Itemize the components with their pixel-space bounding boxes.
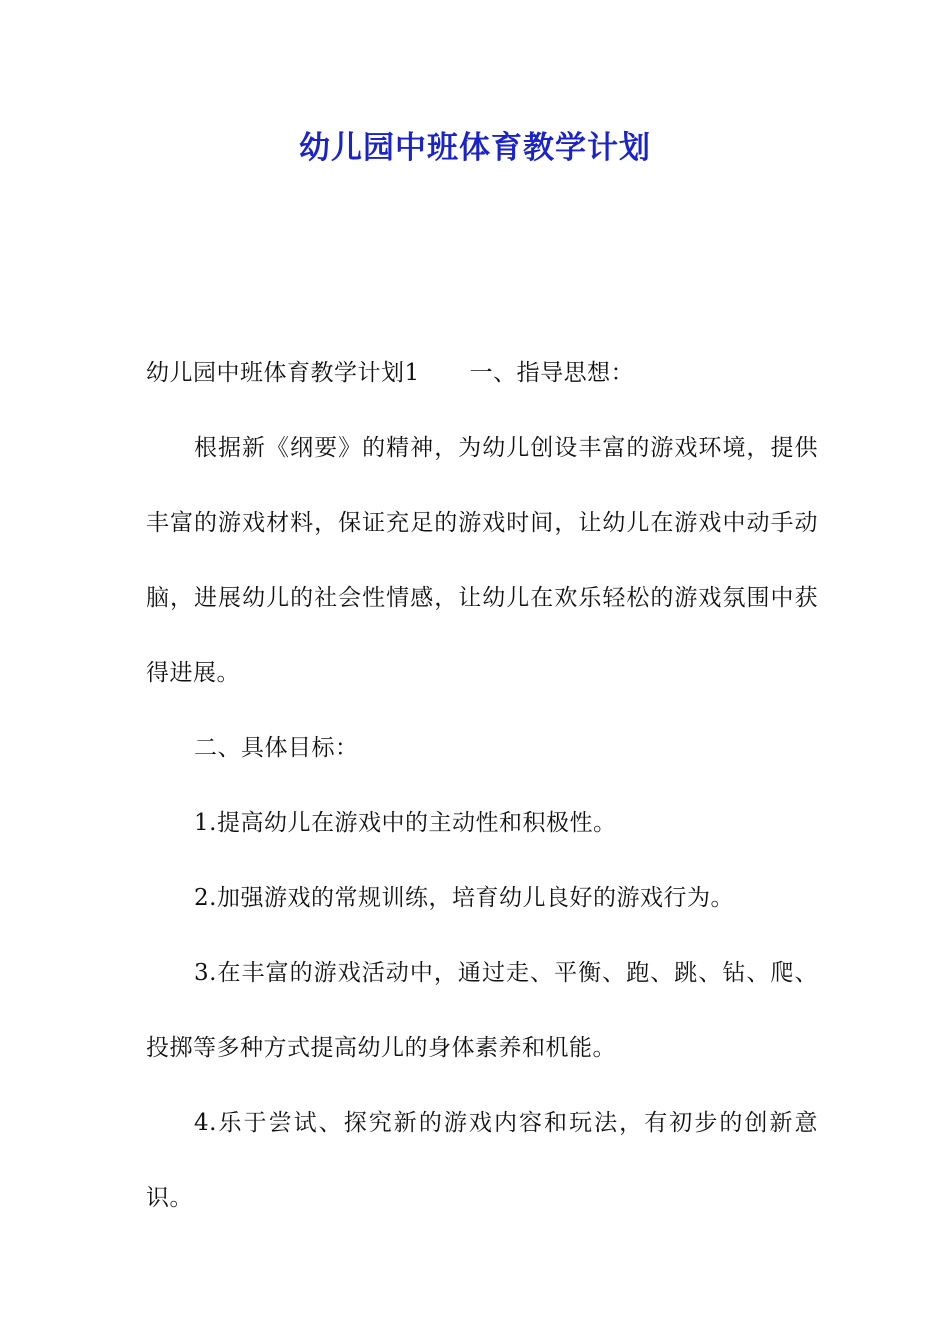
section-heading-1: 一、指导思想：	[469, 360, 635, 386]
goal-item-1: 1.提高幼儿在游戏中的主动性和积极性。	[194, 810, 617, 836]
plan-label: 幼儿园中班体育教学计划1	[146, 360, 420, 386]
goal-item-3: 3.在丰富的游戏活动中，通过走、平衡、跑、跳、钻、爬、投掷等多种方式提高幼儿的身体素养和机能。	[146, 960, 818, 1061]
document-body	[146, 336, 818, 1236]
goal-item-4: 4.乐于尝试、探究新的游戏内容和玩法，有初步的创新意识。	[146, 1110, 818, 1211]
document-title: 幼儿园中班体育教学计划	[299, 130, 651, 166]
section-heading-2: 二、具体目标：	[194, 735, 359, 761]
paragraph-guiding-thought: 根据新《纲要》的精神，为幼儿创设丰富的游戏环境，提供丰富的游戏材料，保证充足的游戏时间，让幼儿在游戏中动手动脑，进展幼儿的社会性情感，让幼儿在欢乐轻松的游戏氛围中获得进展。	[146, 435, 818, 686]
goal-item-2: 2.加强游戏的常规训练，培育幼儿良好的游戏行为。	[194, 885, 734, 911]
heading-line	[146, 336, 818, 411]
